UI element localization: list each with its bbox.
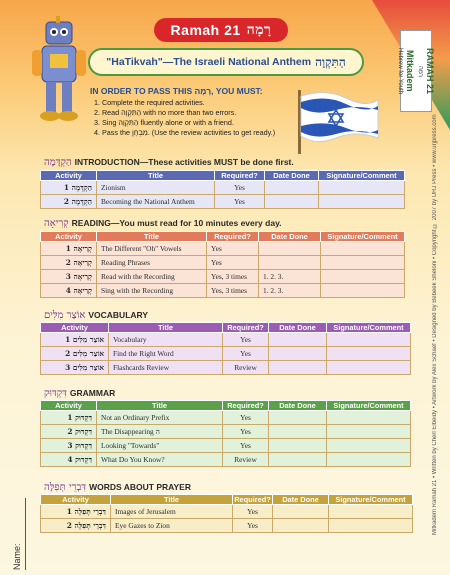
col-required: Required? — [215, 171, 265, 181]
side-tag-sub: Hebrew for Youth — [397, 47, 403, 95]
col-activity: Activity — [41, 401, 97, 411]
date-cell[interactable] — [269, 425, 327, 439]
required-cell: Yes — [223, 333, 269, 347]
date-cell[interactable]: 1. 2. 3. — [259, 270, 321, 284]
activity-cell: דִּבְרֵי תְּפִלָּה 2 — [41, 519, 111, 533]
robot-mascot-icon — [28, 14, 88, 126]
anthem-title — [88, 48, 364, 76]
table-row — [41, 195, 405, 209]
signature-cell[interactable] — [321, 256, 405, 270]
col-activity: Activity — [41, 171, 97, 181]
col-required: Required? — [223, 401, 269, 411]
signature-cell[interactable] — [327, 425, 411, 439]
date-cell[interactable] — [259, 242, 321, 256]
col-date: Date Done — [269, 401, 327, 411]
title-cell: Vocabulary — [109, 333, 223, 347]
intro-table — [40, 170, 405, 209]
table-row — [41, 453, 411, 467]
table-row — [41, 411, 411, 425]
activity-cell: אוֹצַר מִלִּים 2 — [41, 347, 109, 361]
required-cell: Yes, 3 times — [207, 270, 259, 284]
required-cell: Yes — [233, 505, 273, 519]
prayer-heb: דִּבְרֵי תְּפִלָּה — [44, 482, 87, 493]
side-credits: Mitkadem Ramah 21 • Written by Cherl Elbeidy • Artwork by Alex Schaef • Designed by Bebeek Sheloni • Copyright © 2007 by URJ Press • www.urjpress.com — [432, 114, 438, 535]
table-row — [41, 519, 413, 533]
banner-hebrew: רָמָה — [246, 21, 272, 38]
signature-cell[interactable] — [327, 347, 411, 361]
date-cell[interactable] — [269, 411, 327, 425]
col-signature: Signature/Comment — [327, 323, 411, 333]
required-cell: Yes — [223, 411, 269, 425]
date-cell[interactable] — [273, 519, 329, 533]
prayer-table — [40, 494, 413, 533]
table-row — [41, 361, 411, 375]
intro-title: INTRODUCTION—These activities MUST be done first. — [74, 157, 294, 167]
col-date: Date Done — [259, 232, 321, 242]
reading-heb: קְרִיאָה — [44, 218, 69, 229]
col-required: Required? — [234, 495, 271, 504]
title-cell: Zionism — [97, 181, 215, 195]
col-signature: Signature/Comment — [327, 401, 411, 411]
signature-cell[interactable] — [321, 242, 405, 256]
table-row — [41, 242, 405, 256]
col-activity: Activity — [41, 232, 97, 242]
col-title: Title — [97, 171, 215, 181]
grammar-heb: דִּקְדּוּק — [44, 388, 67, 399]
table-row — [41, 333, 411, 347]
col-date: Date Done — [269, 323, 327, 333]
activity-cell: דִּקְדּוּק 4 — [41, 453, 97, 467]
col-date: Date Done — [265, 171, 319, 181]
title-cell: Images of Jerusalem — [111, 505, 233, 519]
required-cell: Yes — [223, 439, 269, 453]
col-title: Title — [111, 495, 233, 505]
signature-cell[interactable] — [327, 361, 411, 375]
anthem-english: "HaTikvah"—The Israeli National Anthem — [106, 56, 312, 68]
date-cell[interactable] — [273, 505, 329, 519]
table-row — [41, 284, 405, 298]
signature-cell[interactable] — [329, 519, 413, 533]
side-tag-ramah: RAMAH 21 — [425, 47, 435, 94]
col-required: Required? — [207, 232, 259, 242]
date-cell[interactable] — [259, 256, 321, 270]
required-cell: Yes — [233, 519, 273, 533]
reading-table — [40, 231, 405, 298]
title-cell: The Different "Oh" Vowels — [97, 242, 207, 256]
title-cell: Eye Gazes to Zion — [111, 519, 233, 533]
title-cell: Reading Phrases — [97, 256, 207, 270]
side-tag-heb: רָמָה — [417, 65, 423, 77]
table-row — [41, 505, 413, 519]
pass-requirements — [90, 86, 298, 154]
activity-cell: קְרִיאָה 4 — [41, 284, 97, 298]
date-cell[interactable] — [265, 195, 319, 209]
date-cell[interactable] — [265, 181, 319, 195]
date-cell[interactable] — [269, 453, 327, 467]
date-cell[interactable] — [269, 333, 327, 347]
date-cell[interactable] — [269, 347, 327, 361]
required-cell: Yes — [207, 256, 259, 270]
activity-cell: קְרִיאָה 2 — [41, 256, 97, 270]
table-row — [41, 181, 405, 195]
side-tag — [397, 30, 435, 112]
banner-title: Ramah 21 — [170, 22, 241, 38]
signature-cell[interactable] — [321, 270, 405, 284]
title-cell: Looking "Towards" — [97, 439, 223, 453]
pass-title: IN ORDER TO PASS THIS רָמָה, YOU MUST: — [90, 86, 263, 96]
col-required: Required? — [223, 323, 269, 333]
required-cell: Yes — [215, 195, 265, 209]
grammar-section-title — [44, 388, 115, 399]
date-cell[interactable] — [269, 361, 327, 375]
table-row — [41, 347, 411, 361]
reading-section-title — [44, 218, 282, 229]
signature-cell[interactable] — [327, 411, 411, 425]
title-cell: Becoming the National Anthem — [97, 195, 215, 209]
col-signature: Signature/Comment — [329, 495, 413, 505]
title-cell: What Do You Know? — [97, 453, 223, 467]
pass-item: 3. Sing הַתִּקְוָה fluently alone or with a friend. — [94, 118, 234, 127]
activity-cell: דִּקְדּוּק 1 — [41, 411, 97, 425]
vocab-section-title — [44, 310, 148, 321]
reading-title: READING—You must read for 10 minutes every day. — [71, 218, 282, 228]
col-title: Title — [109, 323, 223, 333]
activity-cell: קְרִיאָה 1 — [41, 242, 97, 256]
table-row — [41, 270, 405, 284]
col-date: Date Done — [273, 495, 329, 505]
activity-cell: קְרִיאָה 3 — [41, 270, 97, 284]
col-title: Title — [97, 232, 207, 242]
required-cell: Yes — [223, 347, 269, 361]
vocab-heb: אוֹצַר מִלִּים — [44, 310, 86, 321]
title-cell: Not an Ordinary Prefix — [97, 411, 223, 425]
title-cell: The Disappearing ה — [97, 425, 223, 439]
signature-cell[interactable] — [329, 505, 413, 519]
col-signature: Signature/Comment — [321, 232, 405, 242]
table-row — [41, 439, 411, 453]
col-title: Title — [97, 401, 223, 411]
prayer-section-title — [44, 482, 191, 493]
grammar-table — [40, 400, 411, 467]
activity-cell: אוֹצַר מִלִּים 1 — [41, 333, 109, 347]
required-cell: Review — [223, 453, 269, 467]
col-activity: Activity — [41, 323, 109, 333]
activity-cell: הַקְדָּמָה 2 — [41, 195, 97, 209]
ramah-banner — [154, 18, 288, 42]
table-row — [41, 256, 405, 270]
pass-item: 2. Read הַתִּקְוָה with no more than two errors. — [94, 108, 237, 117]
prayer-title: WORDS ABOUT PRAYER — [89, 482, 191, 492]
grammar-title: GRAMMAR — [69, 388, 116, 398]
required-cell: Yes — [215, 181, 265, 195]
activity-cell: דִּקְדּוּק 2 — [41, 425, 97, 439]
signature-cell[interactable] — [319, 195, 405, 209]
required-cell: Review — [223, 361, 269, 375]
intro-section-title — [44, 157, 294, 168]
date-cell[interactable] — [269, 439, 327, 453]
signature-cell[interactable] — [321, 284, 405, 298]
vocab-table — [40, 322, 411, 375]
signature-cell[interactable] — [327, 333, 411, 347]
required-cell: Yes, 3 times — [207, 284, 259, 298]
title-cell: Find the Right Word — [109, 347, 223, 361]
activity-cell: דִּקְדּוּק 3 — [41, 439, 97, 453]
title-cell: Read with the Recording — [97, 270, 207, 284]
activity-cell: הַקְדָּמָה 1 — [41, 181, 97, 195]
title-cell: Flashcards Review — [109, 361, 223, 375]
signature-cell[interactable] — [327, 439, 411, 453]
col-signature: Signature/Comment — [319, 171, 405, 181]
title-cell: Sing with the Recording — [97, 284, 207, 298]
pass-list — [90, 98, 298, 138]
activity-cell: אוֹצַר מִלִּים 3 — [41, 361, 109, 375]
signature-cell[interactable] — [327, 453, 411, 467]
israel-flag-icon — [296, 86, 380, 156]
anthem-hebrew: הַתִּקְוָה — [315, 54, 346, 69]
activity-cell: דִּבְרֵי תְּפִלָּה 1 — [41, 505, 111, 519]
pass-item: 4. Pass the מִבְחָן. (Use the review activities to get ready.) — [94, 128, 276, 137]
required-cell: Yes — [207, 242, 259, 256]
required-cell: Yes — [223, 425, 269, 439]
date-cell[interactable]: 1. 2. 3. — [259, 284, 321, 298]
name-field[interactable]: Name: — [12, 498, 26, 570]
side-tag-brand: Mitkadem — [405, 50, 415, 92]
intro-heb: הַקְדָּמָה — [44, 157, 72, 168]
signature-cell[interactable] — [319, 181, 405, 195]
table-row — [41, 425, 411, 439]
pass-item: 1. Complete the required activities. — [94, 98, 205, 107]
vocab-title: VOCABULARY — [88, 310, 149, 320]
col-activity: Activity — [41, 495, 111, 505]
